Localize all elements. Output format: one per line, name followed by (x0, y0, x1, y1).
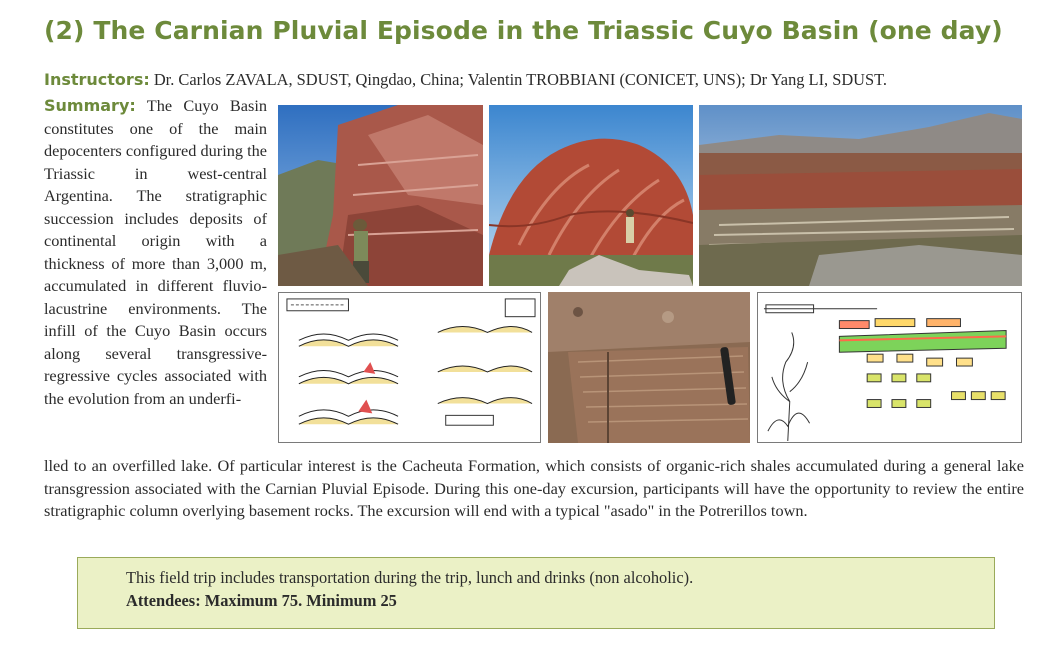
instructors-text: Dr. Carlos ZAVALA, SDUST, Qingdao, China; Valentin TROBBIANI (CONICET, UNS); Dr Yang LI, SDUST. (153, 70, 888, 89)
photo-red-outcrop (489, 105, 693, 286)
note-transportation: This field trip includes transportation during the trip, lunch and drinks (non alcoholic). (126, 568, 694, 587)
summary-text-part1: The Cuyo Basin constitutes one of the main depocenters configured during the Triassic in west-central Argentina. The stratigraphic succession includes deposits of continental origin with a thickness of more than 3,000 m, accumulated in different fluvio-lacustrine environments. The infill of the Cuyo Basin occurs along several transgressive-regressive cycles associated with the evolution from an underfi- (44, 96, 267, 408)
photo-stratified-landscape (699, 105, 1022, 286)
instructors-label: Instructors: (44, 70, 150, 89)
summary-text-part2: lled to an overfilled lake. Of particular interest is the Cacheuta Formation, which consists of organic-rich shales accumulated during a general lake transgression associated with the Carnian Pluvial Episode. During this one-day excursion, participants will have the opportunity to review the entire stratigraphic column overlying basement rocks. The excursion will end with a typical "asado" in the Potrerillos town. (44, 456, 1024, 520)
note-attendees: Attendees: Maximum 75. Minimum 25 (126, 591, 397, 610)
summary-label: Summary: (44, 96, 136, 115)
page-title: (2) The Carnian Pluvial Episode in the Triassic Cuyo Basin (one day) (44, 16, 1003, 45)
sketch-climbing-ripples (278, 292, 541, 443)
instructors-line (44, 70, 887, 90)
info-note-box (77, 557, 995, 629)
photo-outcrop-geologist (278, 105, 483, 286)
sketch-depositional-model (757, 292, 1022, 443)
summary-column (44, 95, 267, 410)
photo-rock-closeup (548, 292, 750, 443)
